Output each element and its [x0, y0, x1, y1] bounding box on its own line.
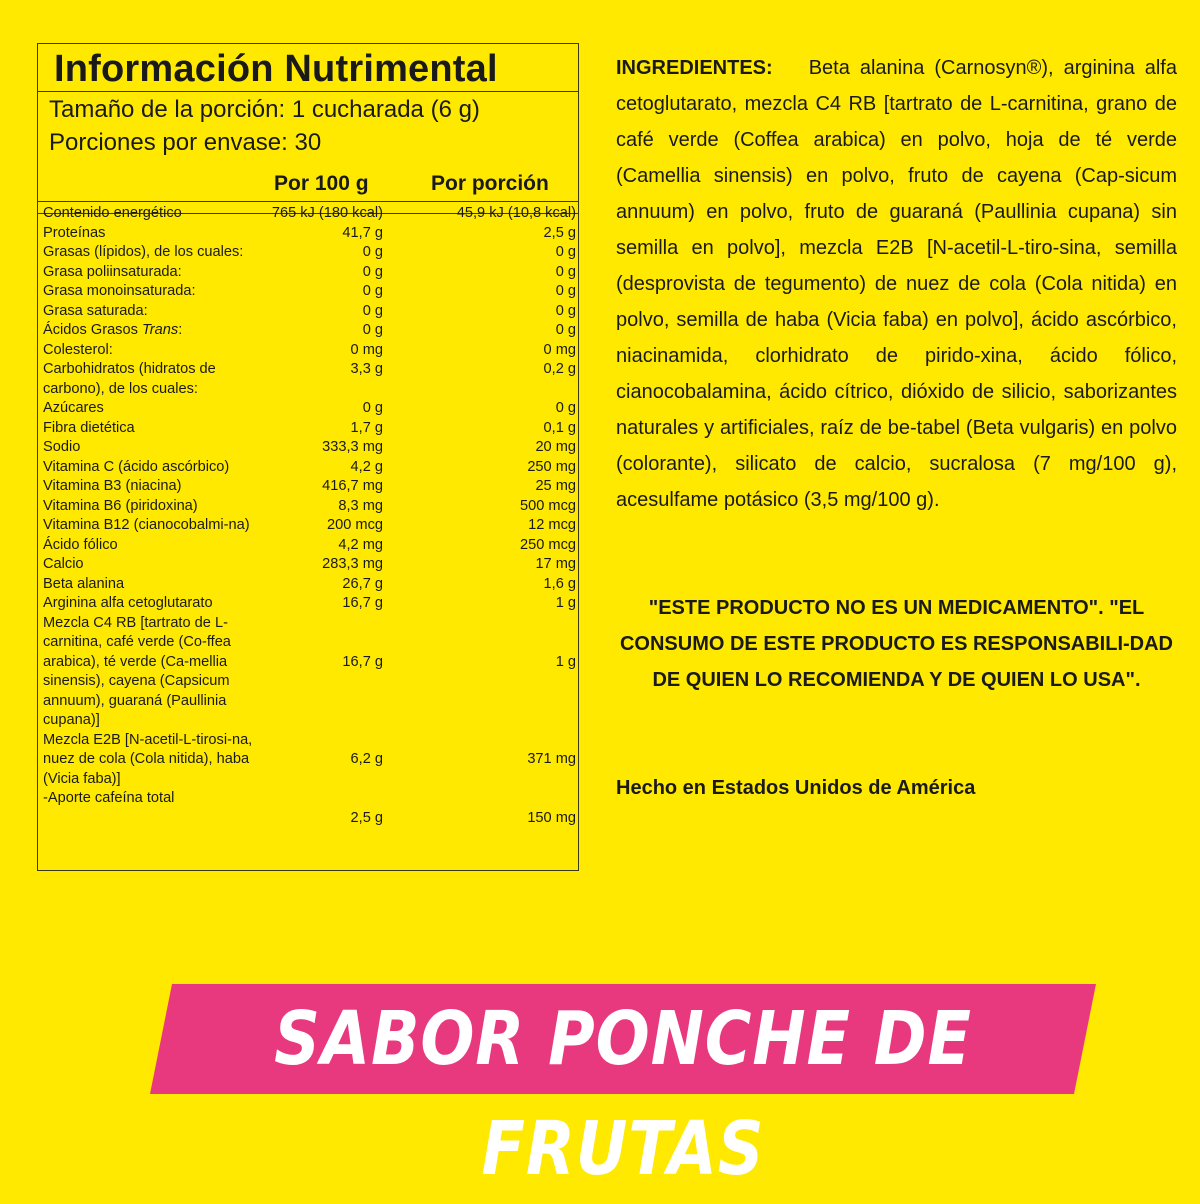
nutrient-row [43, 477, 576, 497]
nutrient-value-per-100g: 0 g [362, 322, 383, 338]
nutrient-value-per-serving: 0 g [555, 244, 576, 260]
nutrient-label: Calcio [43, 556, 84, 572]
nutrient-value-per-serving: 250 mcg [520, 536, 576, 553]
nutrient-row [43, 555, 576, 575]
nutrient-value-per-100g: 41,7 g [342, 224, 383, 241]
nutrient-label: Ácido fólico [43, 536, 118, 553]
nutrient-value-per-serving: 2,5 g [543, 224, 576, 241]
column-header-row [38, 169, 578, 202]
nutrient-value-per-100g: 333,3 mg [322, 439, 383, 455]
nutrient-value-per-serving: 250 mg [527, 458, 576, 475]
nutrient-row [43, 594, 576, 614]
nutrient-value-per-100g: 283,3 mg [322, 556, 383, 572]
nutrient-value-per-serving: 0,2 g [543, 361, 576, 377]
nutrient-value-per-serving: 45,9 kJ (10,8 kcal) [456, 205, 576, 221]
nutrient-row [43, 243, 576, 263]
nutrient-label: Fibra dietética [43, 419, 135, 436]
nutrient-value-per-100g: 16,7 g [342, 653, 383, 670]
nutrient-row [43, 536, 576, 556]
nutrient-value-per-serving: 500 mcg [520, 497, 576, 514]
nutrient-row [43, 263, 576, 283]
nutrient-label: Vitamina B6 (piridoxina) [43, 497, 198, 514]
ingredients-block [616, 50, 1177, 518]
nutrient-value-per-serving: 0 g [555, 400, 576, 416]
nutrient-value-per-100g: 1,7 g [350, 419, 383, 436]
column-per-serving: Por porción [431, 172, 549, 195]
servings-per-container: Porciones por envase: 30 [49, 129, 322, 156]
nutrient-row [43, 282, 576, 302]
ingredients-text: Beta alanina (Carnosyn®), arginina alfa cetoglutarato, mezcla C4 RB [tartrato de L-carnitina, grano de café verde (Coffea arabica) en polvo, hoja de té verde (Camellia sinensis) en polvo, fruto de cayena (Cap-sicum annuum) en polvo, fruto de guaraná (Paullinia cupana) sin semilla en polvo], mezcla E2B [N-acetil-L-tiro-sina, semilla (desprovista de tegumento) de nuez de cola (Cola nitida) en polvo, semilla de haba (Vicia faba) en polvo], ácido ascórbico, niacinamida, clorhidrato de pirido-xina, ácido fólico, cianocobalamina, ácido cítrico, dióxido de silicio, saborizantes naturales y artificiales, raíz de be-tabel (Beta vulgaris) en polvo (colorante), silicato de calcio, sucralosa (7 mg/100 g), acesulfame potásico (3,5 mg/100 g). [616, 57, 1177, 511]
serving-size: Tamaño de la porción: 1 cucharada (6 g) [49, 96, 480, 123]
nutrient-value-per-serving: 0,1 g [543, 419, 576, 436]
nutrient-row [43, 614, 576, 731]
nutrient-value-per-serving: 1,6 g [543, 575, 576, 592]
nutrient-label: Beta alanina [43, 575, 125, 592]
nutrient-label: -Aporte cafeína total [43, 790, 175, 806]
nutrient-value-per-100g: 6,2 g [350, 751, 383, 767]
nutrient-label: Grasa monoinsaturada: [43, 283, 196, 299]
nutrition-title: Información Nutrimental [38, 44, 578, 92]
nutrient-value-per-serving: 150 mg [527, 809, 576, 826]
nutrient-value-per-serving: 0 g [555, 302, 576, 319]
nutrient-value-per-serving: 0 g [555, 322, 576, 338]
nutrient-row [43, 438, 576, 458]
nutrient-row [43, 399, 576, 419]
nutrient-row [43, 575, 576, 595]
nutrient-value-per-100g: 0 mg [350, 341, 383, 358]
nutrient-row [43, 224, 576, 244]
legal-warning: "ESTE PRODUCTO NO ES UN MEDICAMENTO". "EL CONSUMO DE ESTE PRODUCTO ES RESPONSABILI-DAD DE QUIEN LO RECOMIENDA Y DE QUIEN LO USA". [619, 597, 1174, 691]
nutrient-value-per-100g: 0 g [362, 400, 383, 416]
nutrient-value-per-100g: 26,7 g [342, 575, 383, 592]
nutrient-row [43, 341, 576, 361]
made-in-label: Hecho en Estados Unidos de América [616, 777, 976, 799]
nutrient-label: Mezcla C4 RB [tartrato de L-carnitina, café verde (Co-ffea arabica), té verde (Ca-mellia sinensis), cayena (Capsicum annuum), guaraná (Paullinia cupana)] [43, 614, 231, 728]
nutrient-row [43, 497, 576, 517]
nutrient-value-per-100g: 16,7 g [342, 595, 383, 611]
nutrient-label: Azúcares [43, 400, 104, 416]
nutrient-row [43, 360, 576, 399]
nutrient-value-per-100g: 765 kJ (180 kcal) [271, 205, 383, 221]
nutrient-label: Vitamina B3 (niacina) [43, 478, 182, 494]
nutrient-value-per-serving: 20 mg [535, 439, 576, 455]
nutrition-facts-panel [37, 43, 579, 871]
nutrient-value-per-100g: 0 g [362, 283, 383, 299]
nutrient-value-per-100g: 416,7 mg [322, 478, 383, 494]
nutrient-value-per-100g: 3,3 g [350, 361, 383, 377]
nutrient-value-per-100g: 200 mcg [327, 517, 383, 533]
nutrient-label: Vitamina B12 (cianocobalmi-na) [43, 517, 250, 533]
nutrient-label: Carbohidratos (hidratos de carbono), de los cuales: [43, 361, 216, 397]
nutrient-value-per-serving: 1 g [555, 595, 576, 611]
nutrient-value-per-serving: 1 g [555, 653, 576, 670]
nutrient-row [43, 321, 576, 341]
nutrient-label: Contenido energético [43, 205, 182, 221]
nutrient-label [43, 809, 265, 829]
nutrient-row [43, 302, 576, 322]
nutrient-row [43, 204, 576, 224]
nutrient-row [43, 731, 576, 790]
nutrient-row [43, 419, 576, 439]
flavor-banner-text: SABOR PONCHE DE FRUTAS [274, 996, 972, 1192]
nutrient-value-per-100g: 2,5 g [350, 809, 383, 826]
nutrient-value-per-serving: 371 mg [527, 751, 576, 767]
nutrient-value-per-serving: 0 mg [543, 341, 576, 358]
column-per-100g: Por 100 g [274, 172, 369, 195]
nutrient-value-per-serving: 25 mg [535, 478, 576, 494]
nutrient-value-per-serving: 17 mg [535, 556, 576, 572]
nutrient-label: Ácidos Grasos Trans: [43, 322, 183, 338]
nutrient-value-per-100g: 0 g [362, 244, 383, 260]
nutrient-list [43, 204, 576, 828]
nutrient-row [43, 809, 576, 829]
nutrient-value-per-serving: 0 g [555, 283, 576, 299]
nutrient-value-per-100g: 0 g [362, 302, 383, 319]
nutrient-label: Colesterol: [43, 341, 113, 358]
nutrient-label: Proteínas [43, 224, 106, 241]
nutrient-label: Mezcla E2B [N-acetil-L-tirosi-na, nuez de cola (Cola nitida), haba (Vicia faba)] [43, 731, 253, 787]
nutrient-value-per-100g: 8,3 mg [338, 497, 383, 514]
ingredients-label: INGREDIENTES: [616, 57, 773, 79]
nutrient-value-per-100g: 4,2 mg [338, 536, 383, 553]
nutrient-label: Arginina alfa cetoglutarato [43, 595, 213, 611]
nutrient-label: Grasa poliinsaturada: [43, 263, 182, 280]
nutrient-value-per-100g: 4,2 g [350, 458, 383, 475]
nutrient-label: Vitamina C (ácido ascórbico) [43, 458, 230, 475]
nutrient-value-per-100g: 0 g [362, 263, 383, 280]
nutrient-row [43, 458, 576, 478]
nutrient-value-per-serving: 12 mcg [528, 517, 576, 533]
nutrient-row [43, 789, 571, 809]
nutrient-label: Grasas (lípidos), de los cuales: [43, 244, 244, 260]
nutrient-value-per-serving: 0 g [555, 263, 576, 280]
nutrient-row [43, 516, 576, 536]
flavor-banner [150, 984, 1096, 1192]
nutrient-label: Grasa saturada: [43, 302, 148, 319]
nutrient-label: Sodio [43, 439, 81, 455]
